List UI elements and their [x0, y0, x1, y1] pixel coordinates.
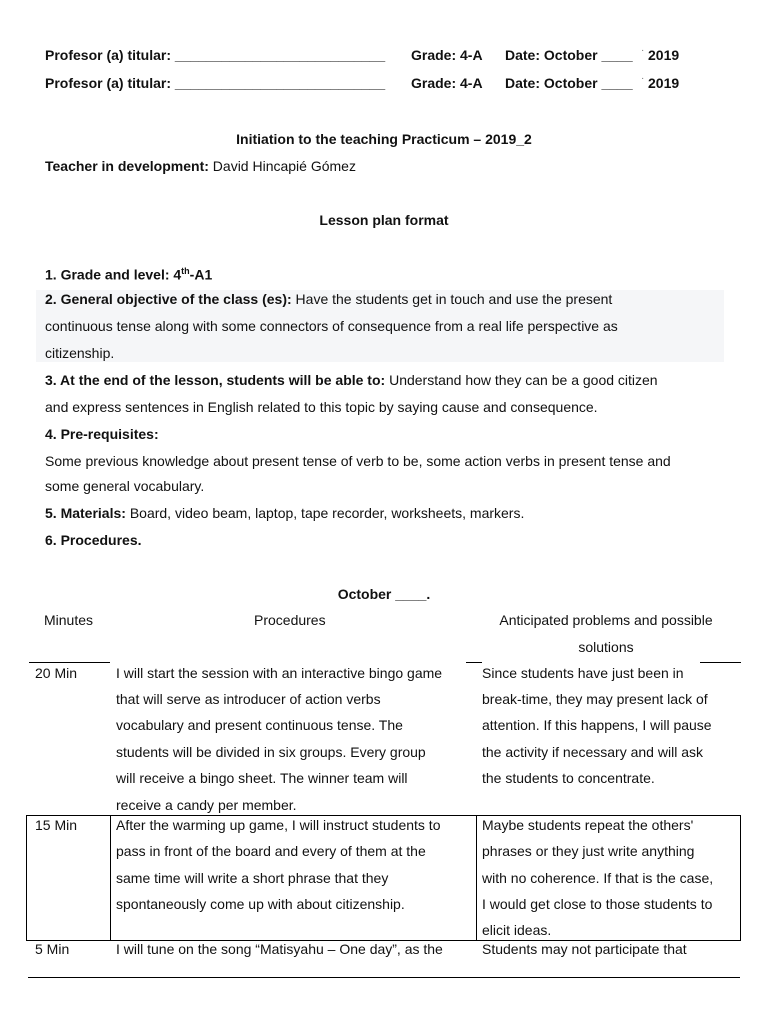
outcome-label: 3. At the end of the lesson, students will be able to: — [45, 372, 386, 388]
prereq-text-2: some general vocabulary. — [45, 478, 205, 494]
table-rule — [700, 662, 741, 663]
separator-mark: · — [641, 45, 645, 56]
row-procedure-line: same time will write a short phrase that they — [116, 870, 389, 886]
row-minutes: 20 Min — [35, 665, 78, 681]
year-label: 2019 — [648, 47, 680, 63]
objective-text-3: citizenship. — [45, 345, 115, 361]
row-procedure-line: I will start the session with an interactive bingo game — [116, 665, 443, 681]
row-problem-line: Maybe students repeat the others' — [482, 817, 694, 833]
table-rule — [28, 977, 740, 978]
outcome-text-1: Understand how they can be a good citizen — [389, 372, 658, 388]
row-minutes: 15 Min — [35, 817, 78, 833]
grade-level — [45, 258, 212, 288]
grade-level-label: 1. Grade and level: 4 — [45, 266, 182, 283]
objective-line-1 — [45, 286, 612, 312]
row-procedure-line: receive a candy per member. — [116, 797, 297, 813]
table-rule — [466, 662, 482, 663]
separator-mark: · — [641, 73, 645, 84]
row-problem-line: the activity if necessary and will ask — [482, 744, 703, 760]
table-rule — [26, 815, 27, 940]
teacher-in-development — [45, 153, 356, 179]
course-title: Initiation to the teaching Practicum – 2019_2 — [236, 131, 532, 147]
row-procedure-line: will receive a bingo sheet. The winner team will — [116, 770, 408, 786]
outcome-line-1 — [45, 367, 658, 393]
prereq-text-1: Some previous knowledge about present tense of verb to be, some action verbs in present tense and — [45, 453, 671, 469]
teacher-label: Teacher in development: — [45, 158, 209, 174]
row-problem-line: the students to concentrate. — [482, 770, 655, 786]
schedule-title: October ____. — [337, 586, 431, 602]
col-header-problems-2: solutions — [578, 639, 634, 655]
format-title: Lesson plan format — [319, 212, 449, 228]
materials-label: 5. Materials: — [45, 505, 126, 521]
row-procedure-line: I will tune on the song “Matisyahu – One day”, as the — [116, 941, 443, 957]
col-header-procedures: Procedures — [254, 612, 326, 628]
col-header-minutes: Minutes — [44, 612, 94, 628]
row-procedure-line: After the warming up game, I will instruct students to — [116, 817, 441, 833]
row-problem-line: attention. If this happens, I will pause — [482, 717, 712, 733]
grade-level-sup: th — [181, 266, 190, 276]
objective-text-1: Have the students get in touch and use the present — [295, 291, 613, 307]
grade-level-tail: -A1 — [189, 266, 213, 283]
teacher-name: David Hincapié Gómez — [212, 158, 356, 174]
objective-label: 2. General objective of the class (es): — [45, 291, 292, 307]
date-label: Date: October ____ — [505, 75, 633, 91]
outcome-text-2: and express sentences in English related to this topic by saying cause and consequence. — [45, 399, 598, 415]
materials-text: Board, video beam, laptop, tape recorder, worksheets, markers. — [129, 505, 525, 521]
col-header-problems-1: Anticipated problems and possible — [499, 612, 713, 628]
row-problem-line: with no coherence. If that is the case, — [482, 870, 714, 886]
date-label: Date: October ____ — [505, 47, 633, 63]
row-minutes: 5 Min — [35, 941, 70, 957]
row-problem-line: Students may not participate that — [482, 941, 687, 957]
row-problem-line: Since students have just been in — [482, 665, 684, 681]
row-procedure-line: spontaneously come up with about citizenship. — [116, 896, 405, 912]
row-problem-line: phrases or they just write anything — [482, 843, 695, 859]
materials-line — [45, 500, 524, 526]
objective-text-2: continuous tense along with some connectors of consequence from a real life perspective as — [45, 318, 618, 334]
teacher-field-label: Profesor (a) titular: ___________________________ — [45, 75, 386, 91]
table-rule — [476, 815, 477, 940]
row-procedure-line: that will serve as introducer of action verbs — [116, 691, 381, 707]
row-procedure-line: vocabulary and present continuous tense. The — [116, 717, 403, 733]
table-rule — [110, 815, 111, 940]
grade-label: Grade: 4-A — [411, 75, 483, 91]
row-problem-line: elicit ideas. — [482, 922, 552, 938]
year-label: 2019 — [648, 75, 680, 91]
grade-label: Grade: 4-A — [411, 47, 483, 63]
row-problem-line: I would get close to those students to — [482, 896, 713, 912]
prereq-label: 4. Pre-requisites: — [45, 426, 159, 442]
procedures-label: 6. Procedures. — [45, 532, 142, 548]
row-procedure-line: students will be divided in six groups. Every group — [116, 744, 426, 760]
row-problem-line: break-time, they may present lack of — [482, 691, 708, 707]
row-procedure-line: pass in front of the board and every of them at the — [116, 843, 426, 859]
table-rule — [740, 815, 741, 940]
teacher-field-label: Profesor (a) titular: ___________________________ — [45, 47, 386, 63]
